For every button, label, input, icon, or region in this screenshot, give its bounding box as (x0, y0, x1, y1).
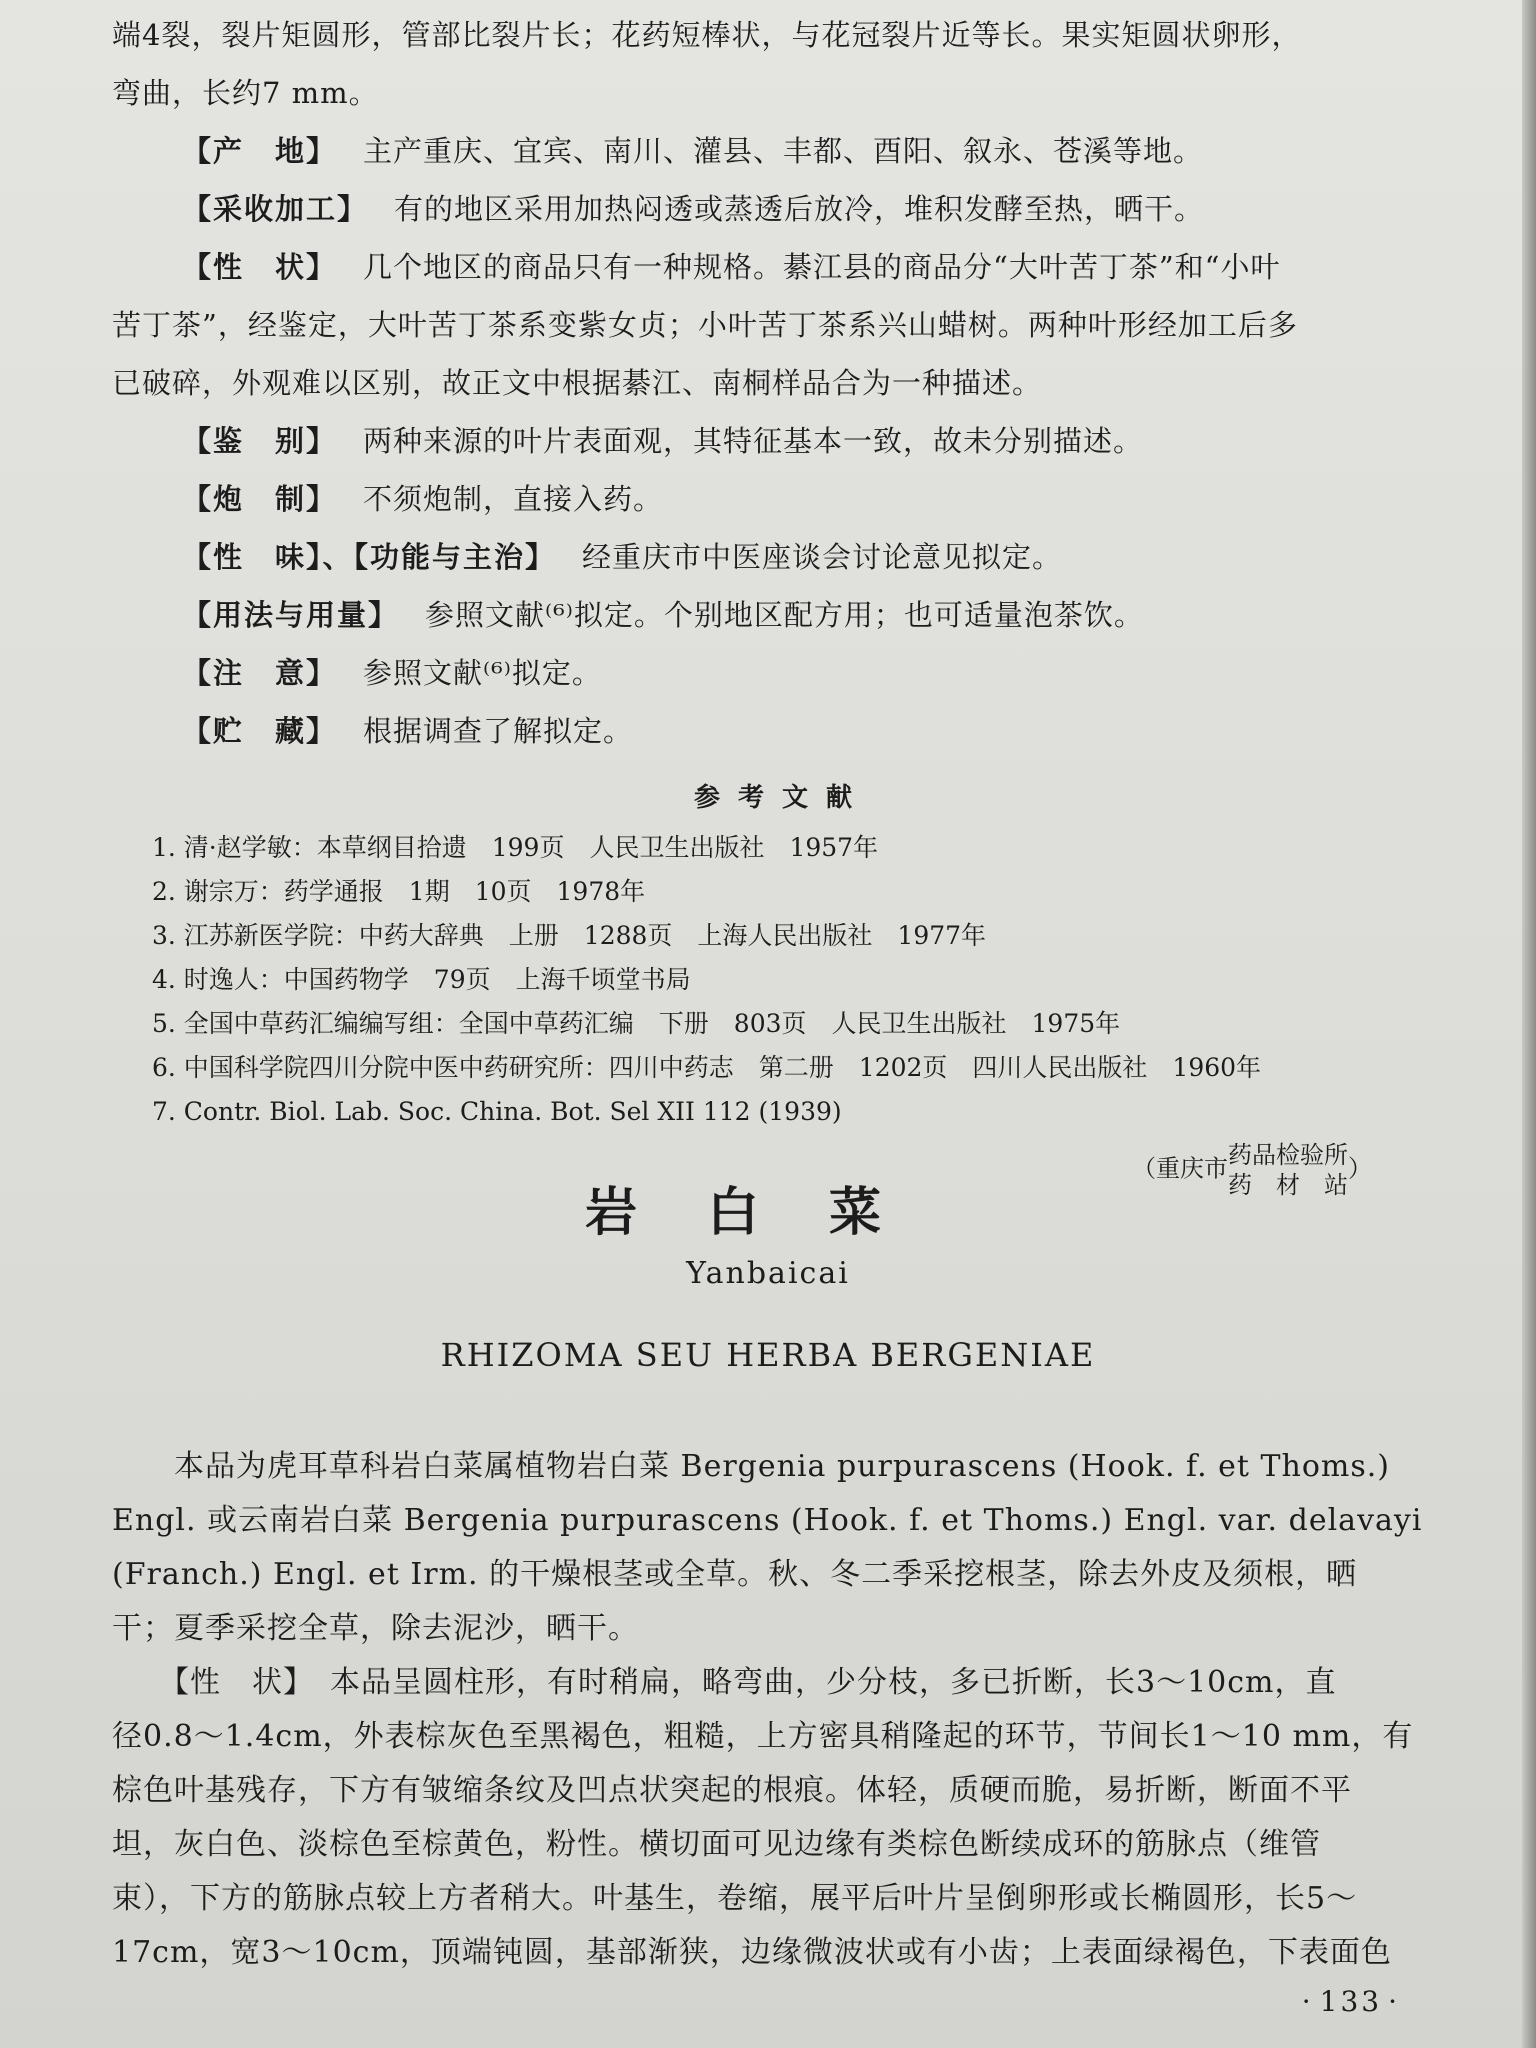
section-storage (112, 702, 1452, 760)
page-number: · 133 · (1301, 1985, 1400, 2018)
text-line: 弯曲，长约7 mm。 (112, 76, 379, 110)
reference-item: 2. 谢宗万：药学通报 1期 10页 1978年 (152, 877, 646, 906)
section-label: 【贮 藏】 (182, 714, 338, 748)
section-text: 参照文献⁽⁶⁾拟定。个别地区配方用；也可适量泡茶饮。 (425, 598, 1144, 632)
section-preparation (112, 470, 1452, 528)
section-label: 【采收加工】 (182, 192, 369, 226)
section-text: 两种来源的叶片表面观，其特征基本一致，故未分别描述。 (363, 424, 1144, 458)
section-label: 【鉴 别】 (182, 424, 338, 458)
section-text: 经重庆市中医座谈会讨论意见拟定。 (582, 540, 1063, 574)
text-line: 苦丁茶”，经鉴定，大叶苦丁茶系变紫女贞；小叶苦丁茶系兴山蜡树。两种叶形经加工后多 (112, 308, 1298, 342)
section-origin (112, 122, 1452, 180)
section-text: 有的地区采用加热闷透或蒸透后放冷，堆积发酵至热，晒干。 (394, 192, 1205, 226)
text-line: 棕色叶基残存，下方有皱缩条纹及凹点状突起的根痕。体轻，质硬而脆，易折断，断面不平 (112, 1773, 1352, 1808)
section-text: 参照文献⁽⁶⁾拟定。 (363, 656, 602, 690)
section-text: 不须炮制，直接入药。 (363, 482, 664, 516)
reference-item: 7. Contr. Biol. Lab. Soc. China. Bot. Sel XII 112 (1939) (152, 1097, 842, 1126)
section-text: 根据调查了解拟定。 (363, 714, 634, 748)
entry-pinyin: Yanbaicai (686, 1256, 850, 1291)
section-label: 【性 味】、【功能与主治】 (182, 540, 557, 574)
book-spine-shadow (1522, 0, 1536, 2048)
reference-item: 3. 江苏新医学院：中药大辞典 上册 1288页 上海人民出版社 1977年 (152, 921, 987, 950)
entry-title: 岩白菜 (584, 1182, 951, 1243)
text-line: 已破碎，外观难以区别，故正文中根据綦江、南桐样品合为一种描述。 (112, 366, 1043, 400)
entry-body (112, 1440, 1452, 1980)
references-heading: 参考文献 (693, 783, 870, 813)
text-line: 束），下方的筋脉点较上方者稍大。叶基生，卷缩，展平后叶片呈倒卵形或长椭圆形，长5～ (112, 1881, 1358, 1916)
reference-item: 5. 全国中草药汇编编写组：全国中草药汇编 下册 803页 人民卫生出版社 1975年 (152, 1009, 1121, 1038)
section-caution (112, 644, 1452, 702)
section-usage-dosage (112, 586, 1452, 644)
text-line: 17cm，宽3～10cm，顶端钝圆，基部渐狭，边缘微波状或有小齿；上表面绿褐色，下表面色 (112, 1935, 1392, 1970)
section-label: 【产 地】 (182, 134, 338, 168)
reference-item: 4. 时逸人：中国药物学 79页 上海千顷堂书局 (152, 965, 691, 994)
reference-item: 1. 清·赵学敏：本草纲目拾遗 199页 人民卫生出版社 1957年 (152, 833, 879, 862)
signature-line-1: 药品检验所 (1228, 1141, 1348, 1169)
text-line: Engl. 或云南岩白菜 Bergenia purpurascens (Hook. f. et Thoms.) Engl. var. delavayi (112, 1503, 1423, 1538)
entry-latin-name: RHIZOMA SEU HERBA BERGENIAE (440, 1336, 1096, 1374)
text-line: 端4裂，裂片矩圆形，管部比裂片长；花药短棒状，与花冠裂片近等长。果实矩圆状卵形， (112, 18, 1302, 52)
previous-entry-text (112, 6, 1452, 1200)
section-label: 【性 状】 (182, 250, 338, 284)
section-label: 【用法与用量】 (182, 598, 400, 632)
section-identification (112, 412, 1452, 470)
section-processing (112, 180, 1452, 238)
reference-item: 6. 中国科学院四川分院中医中药研究所：四川中药志 第二册 1202页 四川人民出版社 1960年 (152, 1053, 1262, 1082)
signature-suffix: ） (1348, 1154, 1372, 1183)
references-list (112, 826, 1452, 1134)
text-line: 干；夏季采挖全草，除去泥沙，晒干。 (112, 1611, 639, 1646)
section-label: 【注 意】 (182, 656, 338, 690)
signature-prefix: （重庆市 (1132, 1154, 1228, 1183)
text-line: 【性 状】 本品呈圆柱形，有时稍扁，略弯曲，少分枝，多已折断，长3～10cm，直 (112, 1665, 1337, 1700)
text-line: 坦，灰白色、淡棕色至棕黄色，粉性。横切面可见边缘有类棕色断续成环的筋脉点（维管 (112, 1827, 1321, 1862)
text-line: (Franch.) Engl. et Irm. 的干燥根茎或全草。秋、冬二季采挖根茎，除去外皮及须根，晒 (112, 1557, 1358, 1592)
section-nature-function (112, 528, 1452, 586)
section-characters (112, 238, 1452, 296)
signature-line-2: 药 材 站 (1228, 1171, 1348, 1199)
page-number-value: 133 (1319, 1985, 1383, 2018)
text-line: 径0.8～1.4cm，外表棕灰色至黑褐色，粗糙，上方密具稍隆起的环节，节间长1～10 mm，有 (112, 1719, 1414, 1754)
section-text: 主产重庆、宜宾、南川、灌县、丰都、酉阳、叙永、苍溪等地。 (363, 134, 1204, 168)
section-label: 【炮 制】 (182, 482, 338, 516)
section-text: 几个地区的商品只有一种规格。綦江县的商品分“大叶苦丁茶”和“小叶 (363, 250, 1281, 284)
text-line: 本品为虎耳草科岩白菜属植物岩白菜 Bergenia purpurascens (Hook. f. et Thoms.) (112, 1449, 1390, 1484)
